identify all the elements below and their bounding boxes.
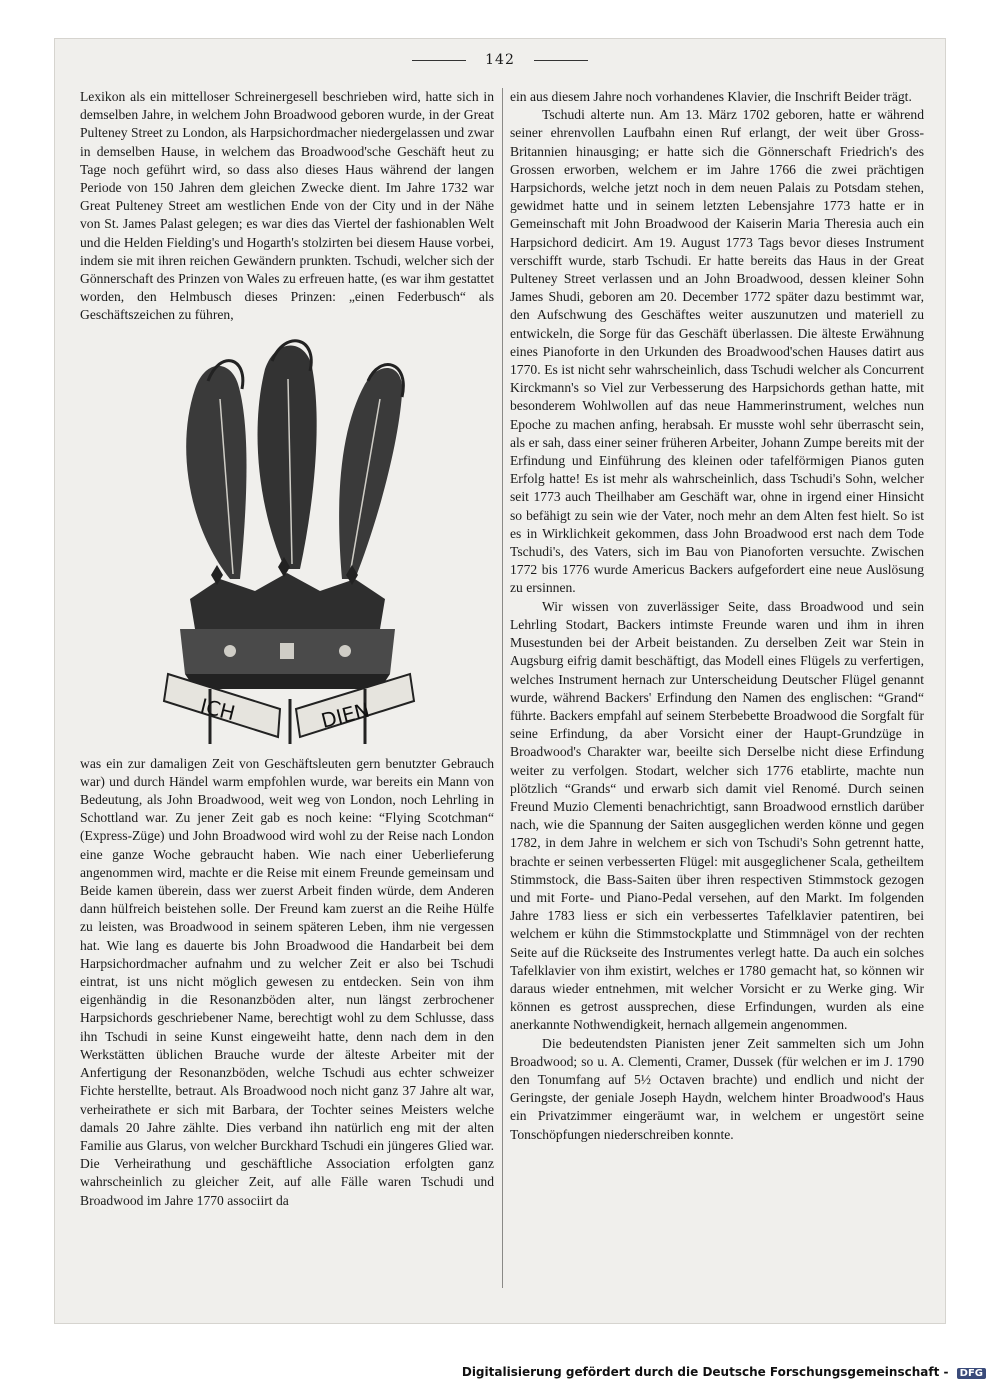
right-column	[510, 88, 924, 1144]
left-column	[80, 88, 494, 1210]
dfg-logo: DFG	[957, 1368, 986, 1379]
header-rule-left	[412, 60, 466, 61]
scanned-page	[54, 38, 946, 1324]
feather-left	[186, 360, 246, 578]
digitization-credit	[462, 1365, 986, 1379]
page-number: 142	[485, 52, 515, 68]
crest-motto-right: DIEN	[318, 697, 372, 733]
feather-middle	[258, 340, 317, 568]
column-divider	[502, 88, 503, 1288]
right-paragraph-4: Die bedeutendsten Pianisten jener Zeit sammelten sich um John Broadwood; so u. A. Clementi, Cramer, Dussek (für welchen er im J. 1790 den Tonumfang auf 5½ Octaven brachte) und endlich und nicht der Geringste, der geniale Joseph Haydn, welchem hinter Broadwood's Haus ein Privatzimmer eingeräumt war, in welchem er ungestört seine Tonschöpfungen niederschreiben konnte.	[510, 1035, 924, 1142]
feather-right	[339, 364, 403, 578]
header-rule-right	[534, 60, 588, 61]
left-paragraph-1: Lexikon als ein mittelloser Schreinergesell beschrieben wird, hatte sich in demselben Jahre, in welchem John Broadwood geboren wurde, in der Great Pulteney Street zu London, als Harpsichordmacher niedergelassen und zwar in demselben Hause, in welchem das Broadwood'sche Geschäft heut zu Tage noch geführt wird, so dass also dieses Haus während der langen Periode von 150 Jahren dem gleichen Zwecke dient. Im Jahre 1732 war Great Pulteney Street am westlichen Ende von der City und in der Nähe von St. James Palast gelegen; es war dies das Viertel der fashionablen Welt und die Helden Fielding's und Hogarth's stolzirten bei diesem Hause vorbei, indem sie mit ihren reichen Gewändern prunkten. Tschudi, welcher sich der Gönnerschaft des Prinzen von Wales zu erfreuen hatte, (es war ihm gestattet worden, den Helmbusch dieses Prinzen: „einen Federbusch“ als Geschäftszeichen zu führen,	[80, 89, 494, 323]
left-paragraph-2: was ein zur damaligen Zeit von Geschäftsleuten gern benutzter Gebrauch war) und durch Händel warm empfohlen wurde, war bereits ein Mann von Bedeutung, als John Broadwood, weit weg von London, noch Lehrling in Schottland war. Zu jener Zeit gab es noch keine: “Flying Scotchman“ (Express-Züge) und John Broadwood wird wohl zu der Reise nach London eine ganze Woche gebraucht haben. Wie nach einer Ueberlieferung angenommen wird, machte er die Reise mit einem Freunde gemeinsam und Beide kamen überein, dass wer zuerst Arbeit finden würde, dem Anderen dann hülfreich beistehen solle. Der Freund kam zuerst an die Reihe Hülfe zu leisten, was Broadwood in seinem späteren Leben, ihm nie vergessen hat. Wie lang es dauerte bis John Broadwood die Handarbeit bei dem Harpsichordmacher aufnahm und zu welcher Zeit er also bei Tschudi eintrat, ist uns nicht möglich gewesen zu entdecken. Sein von ihm eigenhändig in die Resonanzböden alter, nun längst zerbrochener Harpsichords geschriebener Name, berechtigt wohl zu dem Schlusse, dass ihn Tschudi in seine Kunst eingeweiht hatte, denn nach dem in den Werkstätten üblichen Brauche wurde der älteste Arbeiter mit der Anfertigung der Resonanzböden, welche Tschudi aus echter schweizer Fichte herstellte, betraut. Als Broadwood noch nicht ganz 37 Jahre alt war, verheirathete er sich mit Barbara, der Tochter seines Meisters welche damals 20 Jahre zählte. Dies verband ihn natürlich eng mit der alten Familie aus Glarus, von welcher Burckhard Tschudi ein jüngeres Glied war. Die Verheirathung und geschäftliche Association erfolgten ganz wahrscheinlich zu gleicher Zeit, auf alle Fälle waren Tschudi und Broadwood im Jahre 1770 associirt da	[80, 755, 494, 1208]
page-header	[54, 52, 946, 68]
credit-text: Digitalisierung gefördert durch die Deutsche Forschungsgemeinschaft -	[461, 1365, 949, 1379]
crest-motto-left: ICH	[197, 693, 238, 725]
right-paragraph-3: Wir wissen von zuverlässiger Seite, dass Broadwood und sein Lehrling Stodart, Backers intimste Freunde waren und ihm in ihren Musestunden bei der Arbeit beistanden. Zu derselben Zeit war Stein in Augsburg eifrig damit beschäftigt, das Modell eines Flügels zu verfertigen, welches Instrument hernach zur Unterscheidung Deutscher Flügel genannt wurde, während Backers' Erfindung den Namen des englischen: “Grand“ führte. Backers empfahl auf seinem Sterbebette Broadwood die Sorgfalt für seine Erfindung, da aber Vorsicht einer der Haupt-Grundzüge in Broadwood's Charakter war, beeilte sich Derselbe nicht diese Erfindung weiter zu verfolgen. Stodart, welcher sich 1776 etablirte, machte nun plötzlich “Grands“ und erwarb sich damit viel Renomé. Durch seinen Freund Muzio Clementi benachrichtigt, sann Broadwood ernstlich darüber nach, wie die Spannung der Saiten ausgeglichen werden könne und gegen 1782, in dem Jahre in welchem er sich von Tschudi's Sohn getrennt hatte, brachte er seinen verbesserten Flügel: mit ausgeglichener Scala, getheiltem Stimmstock, die Bass-Saiten über ihren respectiven Stimmstock gezogen und mit Forte- und Piano-Pedal versehen, auf den Markt. Im folgenden Jahre 1783 liess er sich ein verbessertes Tafelklavier patentiren, bei welchem er kühn die Stimmstockplatte und Stimmnägel von der rechten Seite auf die Rückseite des Instrumentes verlegt hatte. Da auch ein solches Tafelklavier von ihm existirt, welches er 1780 gemacht hat, so können wir daraus wieder entnehmen, mit welcher Vorsicht er zu Werke ging. Wir können es getrost aussprechen, diese Erfindungen, wurden als eine anerkannte Nothwendigkeit, hernach allgemein angenommen.	[510, 598, 924, 1033]
right-paragraph-2: Tschudi alterte nun. Am 13. März 1702 geboren, hatte er während seiner ehrenvollen Laufbahn einen Ruf erlangt, der weit über Gross-Britannien hinausging; er hatte sich die Gönnerschaft Friedrich's des Grossen erworben, welchem er im Jahre 1766 die zwei prächtigen Harpsichords, welche jetzt noch in dem neuen Palais zu Potsdam stehen, gewidmet hatte und in seinem letzten Lebensjahre 1773 hatte er in Gemeinschaft mit John Broadwood der Kaiserin Maria Theresia auch ein Harpsichord dedicirt. Am 19. August 1773 Tags bevor dieses Instrument verschifft wurde, starb Tschudi. Er hatte bereits das Haus in der Great Pulteney Street verlassen und an John Broadwood, dessen kleiner Sohn James Shudi, geboren am 20. December 1772 später dazu bestimmt war, den Aufschwung des Geschäftes weiter auszunutzen und materiell zu entwickeln, die Sorge für das Geschäft überlassen. Die älteste Erwähnung eines Pianoforte in den Urkunden des Broadwood'schen Hauses datirt aus 1770. Es ist nicht sehr wahrscheinlich, dass Tschudi welcher als Concurrent Kirckmann's so Viel zur Verbesserung des Harpsichords gethan hatte, mit besonderem Wohlwollen auf das neue Hammerinstrument, welches nun Epoche zu machen anfing, herabsah. Er musste wohl sehr überrascht sein, als er sah, dass einer seiner früheren Arbeiter, Johann Zumpe bereits mit der Erfindung und Einführung des kleinen oder tafelförmigen Pianos guten Erfolg hatte! Es ist mehr als wahrscheinlich, dass Tschudi's Sohn, welcher seit 1773 auch Theilhaber am Geschäft war, ohne in irgend einer Hinsicht so befähigt zu sein wie der Vater, noch mehr an dem Alten fest hielt. So ist es in Wirklichkeit gekommen, dass John Broadwood erst nach dem Tode Tschudi's, des Vaters, sich im Bau von Pianoforten versuchte. Zwischen 1772 bis 1776 wurde Americus Backers aufgefordert eine neue Auslösung zu ersinnen.	[510, 107, 924, 596]
crown	[180, 557, 395, 689]
prince-of-wales-feathers-illustration	[80, 329, 494, 749]
right-paragraph-1: ein aus diesem Jahre noch vorhandenes Klavier, die Inschrift Beider trägt.	[510, 89, 912, 104]
